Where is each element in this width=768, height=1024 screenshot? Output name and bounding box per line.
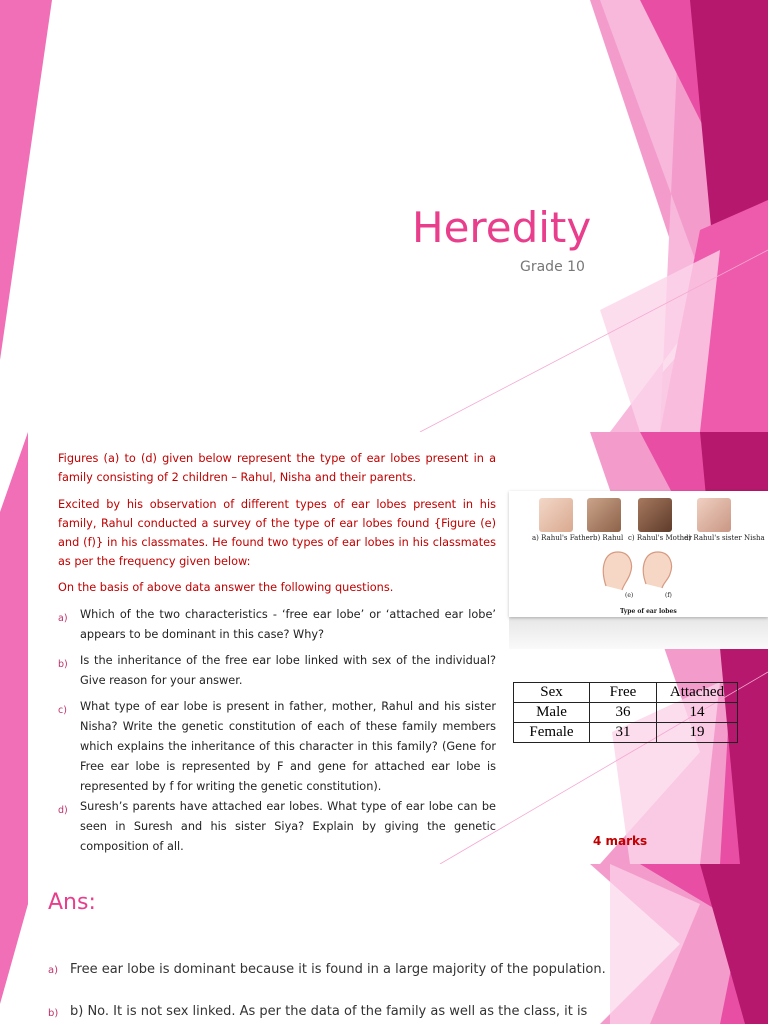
slide-decoration: [0, 864, 768, 1024]
intro-paragraph-3: On the basis of above data answer the following questions.: [58, 581, 394, 594]
ear-photo-mother: [638, 498, 672, 532]
question-c: What type of ear lobe is present in father, mother, Rahul and his sister Nisha? Write the genetic constitution of each of these family members which explains the inheritance of this character in this family? (Gene for Free ear lobe is represented by F and gene for attached ear lobe is represented by f for writing the genetic constitution).: [80, 700, 496, 793]
question-label: c): [58, 705, 67, 716]
table-cell: 36: [590, 703, 657, 723]
slide-subtitle: Grade 10: [520, 259, 585, 275]
answer-heading: Ans:: [48, 890, 96, 915]
label-f: (f): [665, 592, 672, 599]
ear-photo-rahul: [587, 498, 621, 532]
caption-mother: c) Rahul's Mother: [628, 534, 692, 542]
answer-a: Free ear lobe is dominant because it is found in a large majority of the population.: [70, 962, 606, 977]
figure-shadow: [509, 617, 768, 649]
table-cell: 19: [657, 723, 738, 743]
ear-drawings: [600, 548, 680, 592]
table-row: [514, 723, 738, 743]
intro-paragraph-2: Excited by his observation of different types of ear lobes present in his family, Rahul conducted a survey of the type of ear lobes found {Figure (e) and (f)} in his classmates. He found two types of ear lobes in his classmates as per the frequency given below:: [58, 498, 496, 568]
caption-father: a) Rahul's Father: [532, 534, 594, 542]
caption-rahul: b) Rahul: [593, 534, 624, 542]
slide-title: Heredity: [412, 203, 592, 252]
table-cell: 31: [590, 723, 657, 743]
slide-decoration: [0, 0, 768, 432]
marks-label: 4 marks: [593, 834, 648, 848]
title-slide: [0, 0, 768, 432]
frequency-table: [513, 682, 738, 743]
intro-paragraph-1: Figures (a) to (d) given below represent the type of ear lobes present in a family consisting of 2 children – Rahul, Nisha and their parents.: [58, 452, 496, 484]
table-header: Sex: [514, 683, 590, 703]
answer-label: a): [48, 965, 59, 976]
question-d: Suresh’s parents have attached ear lobes. What type of ear lobe can be seen in Suresh and his sister Siya? Explain by giving the genetic composition of all.: [80, 800, 496, 853]
question-a: Which of the two characteristics - ‘free ear lobe’ or ‘attached ear lobe’ appears to be dominant in this case? Why?: [80, 608, 496, 641]
answer-b: b) No. It is not sex linked. As per the data of the family as well as the class, it is: [70, 1004, 588, 1019]
ear-photo-nisha: [697, 498, 731, 532]
table-header: Attached: [657, 683, 738, 703]
table-cell: 14: [657, 703, 738, 723]
caption-type-of-ear-lobes: Type of ear lobes: [620, 608, 677, 615]
label-e: (e): [625, 592, 634, 599]
answer-label: b): [48, 1008, 59, 1019]
caption-nisha: d) Rahul's sister Nisha: [684, 534, 765, 542]
answer-slide: [0, 864, 768, 1024]
table-cell: Male: [514, 703, 590, 723]
table-header: Free: [590, 683, 657, 703]
table-header-row: [514, 683, 738, 703]
question-label: d): [58, 805, 68, 816]
table-row: [514, 703, 738, 723]
question-label: b): [58, 659, 68, 670]
ear-photo-father: [539, 498, 573, 532]
question-label: a): [58, 613, 68, 624]
question-b: Is the inheritance of the free ear lobe linked with sex of the individual? Give reason for your answer.: [80, 654, 496, 687]
table-cell: Female: [514, 723, 590, 743]
